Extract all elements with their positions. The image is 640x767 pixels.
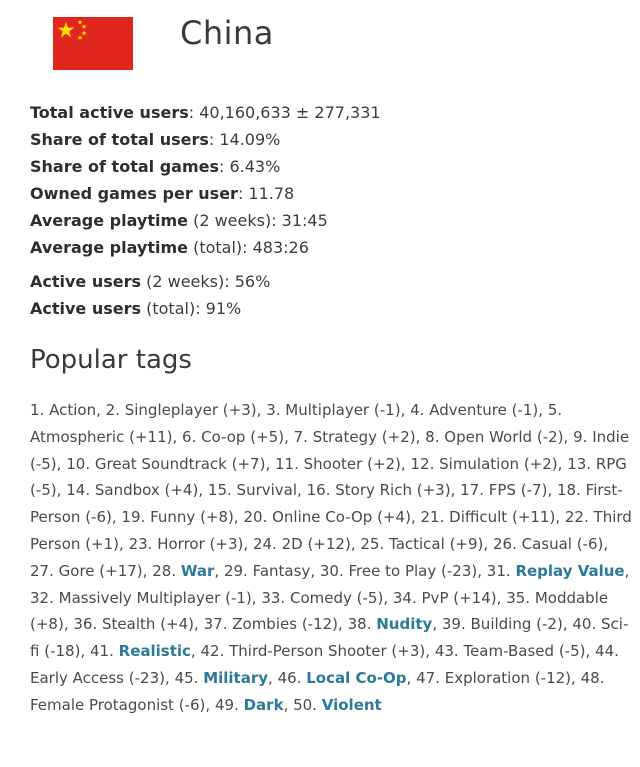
china-flag-icon (53, 17, 133, 70)
tag-name: Strategy (312, 427, 377, 446)
tag-item: 15. Survival, (207, 481, 302, 500)
tag-rank: 33 (261, 588, 281, 607)
tag-name: Survival (236, 481, 298, 500)
tag-change: (+3) (416, 481, 451, 500)
tag-name: Fantasy (252, 561, 311, 580)
tag-rank: 24 (252, 534, 273, 553)
tag-name: Sci-fi (30, 615, 629, 661)
tag-change: (-2) (536, 615, 563, 634)
tag-name: Team-Based (463, 642, 555, 661)
tag-item: 32. Massively Multiplayer (-1), (30, 588, 257, 607)
tag-rank: 34 (392, 588, 412, 607)
tag-name[interactable]: Nudity (376, 615, 433, 634)
tag-name: Simulation (439, 454, 520, 473)
tag-item: 14. Sandbox (+4), (66, 481, 204, 500)
tag-rank: 10 (66, 454, 86, 473)
tag-item: 21. Difficult (+11), (420, 508, 561, 527)
tag-name: Building (470, 615, 532, 634)
stat-value: : 31:45 (271, 211, 328, 230)
tag-change: (+4) (164, 481, 199, 500)
stat-row (30, 271, 381, 298)
tag-item: 16. Story Rich (+3), (306, 481, 456, 500)
stat-qualifier: (total) (141, 299, 196, 318)
tag-rank: 40 (572, 615, 592, 634)
tag-rank: 30 (319, 561, 339, 580)
tag-change: (-23) (128, 668, 165, 687)
tag-rank: 29 (223, 561, 244, 580)
tag-item: 41. Realistic, (90, 642, 196, 661)
tag-name: Third Person (30, 508, 632, 553)
tag-item: 26. Casual (-6), (492, 534, 609, 553)
tag-rank: 43 (434, 642, 454, 661)
tag-rank: 31 (486, 561, 506, 580)
tag-change: (-5) (30, 454, 57, 473)
tag-item: 23. Horror (+3), (128, 534, 249, 553)
tag-item: 36. Stealth (+4), (73, 615, 199, 634)
tag-name[interactable]: Local Co-Op (306, 668, 407, 687)
tag-name: Early Access (30, 668, 124, 687)
tag-name: Multiplayer (285, 401, 370, 419)
tag-rank: 25 (360, 534, 380, 553)
tag-change: (+14) (453, 588, 497, 607)
tag-change: (+3) (391, 642, 426, 661)
tag-change: (-5) (30, 481, 57, 500)
tag-rank: 22 (564, 508, 584, 527)
tag-name: Gore (58, 561, 95, 580)
tag-change: (-12) (534, 668, 572, 687)
tag-rank: 38 (347, 615, 367, 634)
tag-name: Casual (521, 534, 572, 553)
tag-rank: 3 (266, 401, 276, 419)
stat-label: Share of total users (30, 130, 209, 149)
tag-change: (-6) (85, 508, 112, 527)
tag-rank: 28 (152, 561, 172, 580)
tag-change: (-7) (520, 481, 548, 500)
tag-name[interactable]: Realistic (118, 642, 191, 661)
tag-change: (+2) (367, 454, 401, 473)
tag-rank: 39 (441, 615, 461, 634)
tag-item: 43. Team-Based (-5), (434, 642, 591, 661)
tag-item: 37. Zombies (-12), (203, 615, 343, 634)
stat-qualifier: (2 weeks) (187, 211, 272, 230)
tag-item: 3. Multiplayer (-1), (266, 401, 406, 419)
tag-item: 6. Co-op (+5), (182, 427, 289, 446)
tag-name[interactable]: Military (203, 668, 269, 687)
tag-rank: 8 (425, 427, 435, 446)
stat-qualifier: (2 weeks) (141, 272, 225, 291)
tag-item: 12. Simulation (+2), (410, 454, 563, 473)
tag-item: 20. Online Co-Op (+4), (243, 508, 416, 527)
tag-name: Female Protagonist (30, 695, 174, 714)
tag-rank: 37 (203, 615, 223, 634)
tag-name: 2D (281, 534, 303, 553)
country-name: China (180, 14, 274, 52)
tag-item: 10. Great Soundtrack (+7), (66, 454, 271, 473)
tag-name: Open World (444, 427, 533, 446)
tag-item: 50. Violent (293, 695, 382, 714)
tag-rank: 49 (214, 695, 235, 714)
stat-label: Active users (30, 272, 142, 291)
stat-row (30, 183, 381, 210)
tag-change: (+11) (129, 427, 173, 446)
stat-label: Average playtime (30, 211, 188, 230)
tag-rank: 44 (595, 642, 615, 661)
tag-name: Massively Multiplayer (58, 588, 221, 607)
popular-tags-list (30, 397, 632, 719)
tag-item: 4. Adventure (-1), (410, 401, 544, 419)
tag-rank: 9 (573, 427, 583, 446)
popular-tags-title: Popular tags (30, 345, 192, 375)
tag-change: (-6) (178, 695, 206, 714)
tag-item: 17. FPS (-7), (460, 481, 553, 500)
tag-change: (-6) (576, 534, 604, 553)
tag-change: (+9) (449, 534, 484, 553)
tag-item: 9. Indie (-5), (30, 427, 630, 473)
tag-rank: 23 (128, 534, 148, 553)
tag-change: (-1) (373, 401, 401, 419)
tag-rank: 50 (293, 695, 313, 714)
tag-name: Zombies (232, 615, 298, 634)
tag-rank: 47 (416, 668, 436, 687)
tag-name[interactable]: Replay Value (515, 561, 625, 580)
tag-rank: 4 (410, 401, 420, 419)
tag-name: Sandbox (94, 481, 160, 500)
tag-item: 19. Funny (+8), (121, 508, 239, 527)
tag-item: 11. Shooter (+2), (275, 454, 406, 473)
tag-rank: 16 (306, 481, 326, 500)
tag-item: 42. Third-Person Shooter (+3), (200, 642, 431, 661)
tag-change: (+2) (523, 454, 558, 473)
tag-change: (-2) (536, 427, 564, 446)
tag-name: Shooter (303, 454, 363, 473)
tag-name: Difficult (449, 508, 508, 527)
tag-change: (-5) (356, 588, 384, 607)
tag-rank: 48 (580, 668, 600, 687)
tag-name: Adventure (429, 401, 507, 419)
tag-rank: 17 (460, 481, 480, 500)
tag-change: (+7) (231, 454, 266, 473)
tag-item: 38. Nudity, (347, 615, 438, 634)
tag-name: Funny (150, 508, 196, 527)
tag-name: FPS (488, 481, 516, 500)
stats-list (30, 102, 381, 325)
tag-change: (+4) (377, 508, 411, 527)
tag-name: Free to Play (348, 561, 437, 580)
tag-name: Exploration (444, 668, 531, 687)
stat-value: : 483:26 (242, 238, 309, 257)
tag-rank: 27 (30, 561, 50, 580)
tag-item: 8. Open World (-2), (425, 427, 569, 446)
tag-item: 44. Early Access (-23), (30, 642, 619, 687)
tag-rank: 6 (182, 427, 192, 446)
stat-value: : 40,160,633 ± 277,331 (188, 103, 381, 122)
tag-item: 31. Replay Value, (486, 561, 630, 580)
tag-name: Action (49, 401, 97, 419)
tag-change: (+3) (222, 401, 257, 419)
tag-change: (+12) (307, 534, 351, 553)
tag-change: (+8) (200, 508, 234, 527)
tag-change: (-23) (441, 561, 478, 580)
stat-row (30, 210, 381, 237)
tag-change: (-18) (44, 642, 81, 661)
tag-rank: 18 (557, 481, 577, 500)
tag-change: (+5) (250, 427, 285, 446)
tag-item: 39. Building (-2), (441, 615, 568, 634)
tag-item: 5. Atmospheric (+11), (30, 401, 563, 446)
tag-rank: 7 (293, 427, 304, 446)
tag-name: Indie (592, 427, 630, 446)
tag-name: Atmospheric (30, 427, 125, 446)
tag-name: Co-op (201, 427, 246, 446)
tag-name: Stealth (102, 615, 156, 634)
tag-item: 47. Exploration (-12), (416, 668, 576, 687)
stat-value: : 14.09% (208, 130, 281, 149)
tag-name: Online Co-Op (272, 508, 373, 527)
tag-name: Moddable (534, 588, 609, 607)
tag-change: (+4) (160, 615, 195, 634)
tag-name: Singleplayer (124, 401, 219, 419)
stat-label: Share of total games (30, 157, 219, 176)
tag-item: 49. Dark, (214, 695, 289, 714)
tag-rank: 32 (30, 588, 50, 607)
tag-item: 13. RPG (-5), (30, 454, 627, 500)
tag-item: 45. Military, (174, 668, 273, 687)
tag-change: (+11) (511, 508, 556, 527)
tag-rank: 19 (121, 508, 141, 527)
tag-name[interactable]: Violent (321, 695, 382, 714)
tag-item: 40. Sci-fi (-18), (30, 615, 629, 661)
tag-rank: 36 (73, 615, 93, 634)
tag-item: 28. War, (152, 561, 220, 580)
tag-rank: 45 (174, 668, 194, 687)
tag-rank: 1 (30, 401, 40, 419)
tag-rank: 46 (277, 668, 297, 687)
tag-name: Tactical (389, 534, 445, 553)
tag-rank: 26 (492, 534, 513, 553)
tag-item: 1. Action, (30, 401, 101, 419)
tag-rank: 14 (66, 481, 86, 500)
tag-rank: 41 (90, 642, 110, 661)
stat-label: Owned games per user (30, 184, 238, 203)
tag-change: (-1) (225, 588, 252, 607)
tag-item: 27. Gore (+17), (30, 561, 148, 580)
tag-name: Comedy (289, 588, 352, 607)
tag-rank: 12 (410, 454, 430, 473)
tag-change: (+1) (85, 534, 120, 553)
stat-value: : 91% (195, 299, 242, 318)
tag-item: 29. Fantasy, (223, 561, 316, 580)
tag-change: (-5) (558, 642, 586, 661)
tag-item: 33. Comedy (-5), (261, 588, 389, 607)
stat-row (30, 102, 381, 129)
stat-value: : 11.78 (237, 184, 295, 203)
stat-row (30, 298, 381, 325)
tag-item: 22. Third Person (+1), (30, 508, 632, 553)
tag-rank: 20 (243, 508, 263, 527)
stat-label: Average playtime (30, 238, 188, 257)
tag-rank: 35 (506, 588, 526, 607)
stat-row (30, 156, 381, 183)
tag-name: Story Rich (335, 481, 412, 500)
tag-rank: 15 (207, 481, 227, 500)
tag-rank: 21 (420, 508, 440, 527)
tag-name: Horror (157, 534, 205, 553)
tag-name: Great Soundtrack (94, 454, 227, 473)
tag-change: (+17) (99, 561, 143, 580)
stat-value: : 56% (224, 272, 271, 291)
tag-name: Third-Person Shooter (229, 642, 387, 661)
tag-name: First-Person (30, 481, 623, 527)
tag-item: 25. Tactical (+9), (360, 534, 489, 553)
tag-name: PvP (421, 588, 449, 607)
tag-rank: 11 (275, 454, 295, 473)
tag-item: 24. 2D (+12), (252, 534, 356, 553)
tag-name[interactable]: War (180, 561, 215, 580)
tag-name[interactable]: Dark (243, 695, 284, 714)
tag-item: 48. Female Protagonist (-6), (30, 668, 605, 714)
tag-change: (+3) (209, 534, 244, 553)
tag-name: RPG (595, 454, 627, 473)
tag-rank: 5 (547, 401, 558, 419)
stat-row (30, 129, 381, 156)
tag-change: (-12) (301, 615, 339, 634)
tag-item: 2. Singleplayer (+3), (105, 401, 262, 419)
stat-value: : 6.43% (218, 157, 281, 176)
stat-row (30, 237, 381, 264)
tag-item: 18. First-Person (-6), (30, 481, 623, 527)
tag-item: 34. PvP (+14), (392, 588, 502, 607)
tag-change: (-1) (511, 401, 539, 419)
stat-label: Total active users (30, 103, 189, 122)
tag-item: 35. Moddable (+8), (30, 588, 609, 634)
tag-rank: 42 (200, 642, 220, 661)
tag-rank: 13 (567, 454, 587, 473)
stat-qualifier: (total) (187, 238, 243, 257)
tag-item: 46. Local Co-Op, (277, 668, 412, 687)
stat-label: Active users (30, 299, 142, 318)
tag-change: (+2) (381, 427, 416, 446)
tag-rank: 2 (105, 401, 116, 419)
tag-item: 30. Free to Play (-23), (319, 561, 483, 580)
tag-item: 7. Strategy (+2), (293, 427, 421, 446)
tag-change: (+8) (30, 615, 64, 634)
